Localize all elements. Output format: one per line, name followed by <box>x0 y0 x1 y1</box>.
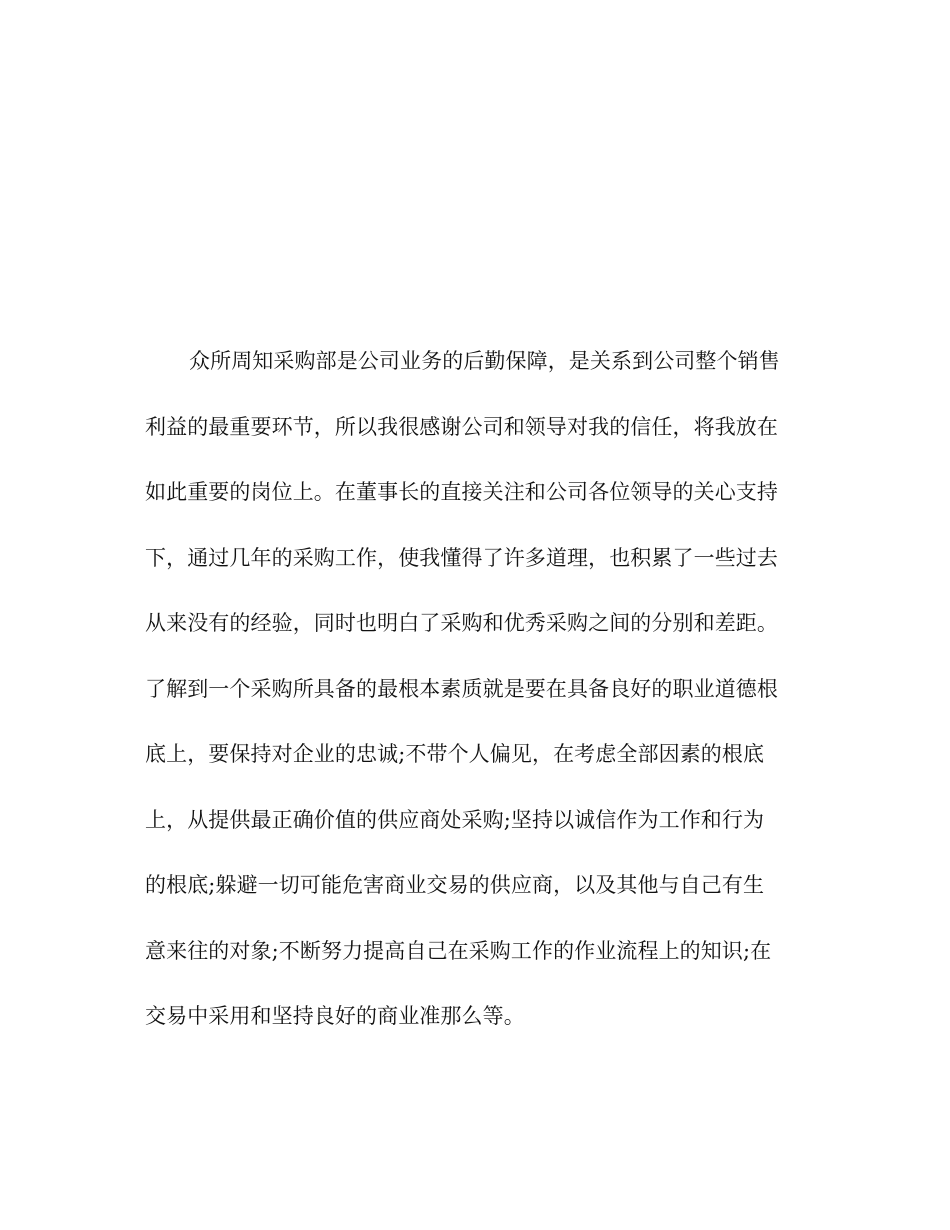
paragraph-line-5: 从来没有的经验，同时也明白了采购和优秀采购之间的分别和差距。 <box>145 611 778 635</box>
paragraph-line-8: 上，从提供最正确价值的供应商处采购;坚持以诚信作为工作和行为 <box>145 807 765 832</box>
paragraph-line-4: 下，通过几年的采购工作，使我懂得了许多道理，也积累了一些过去 <box>145 545 778 570</box>
paragraph-line-10: 意来往的对象;不断努力提高自己在采购工作的作业流程上的知识;在 <box>145 938 772 963</box>
paragraph-line-3: 如此重要的岗位上。在董事长的直接关注和公司各位领导的关心支持 <box>145 480 778 504</box>
paragraph-line-11: 交易中采用和坚持良好的商业准那么等。 <box>145 1004 525 1028</box>
body-paragraph <box>145 339 805 1060</box>
paragraph-line-1: 众所周知采购部是公司业务的后勤保障，是关系到公司整个销售 <box>189 349 780 373</box>
paragraph-line-6: 了解到一个采购所具备的最根本素质就是要在具备良好的职业道德根 <box>145 676 778 701</box>
paragraph-line-7: 底上，要保持对企业的忠诚;不带个人偏见，在考虑全部因素的根底 <box>145 742 765 766</box>
paragraph-line-2: 利益的最重要环节，所以我很感谢公司和领导对我的信任，将我放在 <box>145 414 778 439</box>
paragraph-line-9: 的根底;躲避一切可能危害商业交易的供应商，以及其他与自己有生 <box>145 873 765 897</box>
